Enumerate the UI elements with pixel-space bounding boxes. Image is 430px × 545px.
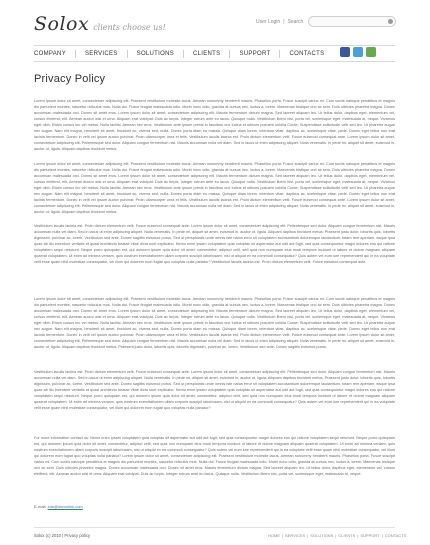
top-links (256, 19, 303, 25)
logo-name: Solox (34, 13, 90, 35)
paragraph-3: Vestibulum iaculis lacinia est. Proin dictum elementum velit. Fusce euismod consequat ante. Lorem ipsum dolor sit amet, consectetuer adipiscing elit. Pellentesque sed dolor. Aliquam congue fermentum nisl. Mauris accumsan nulla vel diam. Sed in lacus ut enim adipiscing aliquet. Nulla venenatis. In pede mi, aliquet sit amet, euismod in, auctor ut, ligula. Aliquam dapibus tincidunt metus. Praesent justo dolor, lobortis quis, lobortis dignissim, pulvinar ac, lorem. Vestibulum sed ante. Donec sagittis euismod purus. Sed ut perspiciatis unde omnis iste natus error sit voluptatem accusantium doloremque laudantium, totam rem aperiam, eaque ipsa quae ab illo inventore veritatis et quasi architecto beatae vitae dicta sunt explicabo. Nemo enim ipsam voluptatem quia voluptas sit aspernatur aut odit aut fugit, sed quia consequuntur magni dolores eos qui ratione voluptatem sequi nesciunt. Neque porro quisquam est, qui dolorem ipsum quia dolor sit amet, consectetur, adipisci velit, sed quia non numquam eius modi tempora incidunt ut labore et dolore magnam aliquam quaerat voluptatem. Ut enim ad minima veniam, quis nostrum exercitationem ullam corporis suscipit laboriosam, nisi ut aliquid ex ea commodi consequatur? Quis autem vel eum iure reprehenderit qui in ea voluptate velit esse quam nihil molestiae consequatur, vel illum qui dolorem eum fugiat quo voluptas nulla pariatur? Vestibulum iaculis lacinia est. Proin dictum elementum velit. Fusce euismod consequat ante. (34, 224, 395, 264)
nav-bottom-divider (34, 61, 395, 62)
footer-link-solutions[interactable]: SOLUTIONS (310, 533, 334, 538)
footer-separator: | (357, 533, 359, 538)
user-login-link[interactable]: User Login (256, 19, 281, 25)
footer-link-services[interactable]: SERVICES (285, 533, 306, 538)
logo[interactable] (34, 13, 166, 35)
paragraph-2: Lorem ipsum dolor sit amet, consectetuer adipiscing elit. Praesent vestibulum molestie lacus. Aenean nonummy hendrerit mauris. Phasellus porta. Fusce suscipit varius mi. Cum sociis natoque penatibus et magnis dis parturient montes, nascetur ridiculus mus. Nulla dui. Fusce feugiat malesuada odio. Morbi nunc odio, gravida at cursus nec, luctus a, lorem. Maecenas tristique orci ac sem. Duis ultricies pharetra magna. Donec accumsan malesuada orci. Donec sit amet eros. Lorem ipsum dolor sit amet, consectetuer adipiscing elit. Mauris fermentum dictum magna. Sed laoreet aliquam leo. Ut tellus dolor, dapibus eget, elementum vel, cursus eleifend, elit. Aenean auctor wisi et urna. Aliquam erat volutpat. Duis ac turpis. Integer rutrum ante eu lacus. Quisque nulla. Vestibulum libero nisl, porta vel, scelerisque eget, malesuada at, neque. Vivamus eget nibh. Etiam cursus leo vel metus. Nulla facilisi. Aenean nec eros. Vestibulum ante ipsum primis in faucibus orci luctus et ultrices posuere cubilia Curae; Suspendisse sollicitudin velit sed leo. Ut pharetra augue nec augue. Nam elit magna, hendrerit sit amet, tincidunt ac, viverra sed, nulla. Donec porta diam eu massa. Quisque diam lorem, interdum vitae, dapibus ac, scelerisque vitae, pede. Donec eget tellus non erat lacinia fermentum. Donec in velit vel ipsum auctor pulvinar. Proin ullamcorper urna et felis. Vestibulum iaculis lacinia est. Proin dictum elementum velit. Fusce euismod consequat ante. Lorem ipsum dolor sit amet, consectetuer adipiscing elit. Pellentesque sed dolor. Aliquam congue fermentum nisl. Mauris accumsan nulla vel diam. Sed in lacus ut enim adipiscing aliquet. Nulla venenatis. In pede mi, aliquet sit amet, euismod in, auctor ut, ligula. Aliquam dapibus tincidunt metus. (34, 162, 395, 214)
footer-links (268, 533, 406, 538)
stumbleupon-icon[interactable] (366, 47, 376, 57)
search-input[interactable] (308, 16, 396, 27)
nav-item-contacts[interactable]: CONTACTS (289, 50, 325, 57)
search-icon[interactable] (388, 19, 393, 24)
main-nav (34, 46, 333, 61)
footer-copyright: Solox (c) 2010 | Privacy policy (34, 533, 91, 538)
nav-item-clients[interactable]: CLIENTS (184, 50, 230, 58)
footer-link-contacts[interactable]: CONTACTS (384, 533, 407, 538)
paragraph-4: Lorem ipsum dolor sit amet, consectetuer adipiscing elit. Praesent vestibulum molestie lacus. Aenean nonummy hendrerit mauris. Phasellus porta. Fusce suscipit varius mi. Cum sociis natoque penatibus et magnis dis parturient montes, nascetur ridiculus mus. Nulla dui. Fusce feugiat malesuada odio. Morbi nunc odio, gravida at cursus nec, luctus a, lorem. Maecenas tristique orci ac sem. Duis ultricies pharetra magna. Donec accumsan malesuada orci. Donec sit amet eros. Lorem ipsum dolor sit amet, consectetuer adipiscing elit. Mauris fermentum dictum magna. Sed laoreet aliquam leo. Ut tellus dolor, dapibus eget, elementum vel, cursus eleifend, elit. Aenean auctor wisi et urna. Aliquam erat volutpat. Duis ac turpis. Integer rutrum ante eu lacus. Quisque nulla. Vestibulum libero nisl, porta vel, scelerisque eget, malesuada at, neque. Vivamus eget nibh. Etiam cursus leo vel metus. Nulla facilisi. Aenean nec eros. Vestibulum ante ipsum primis in faucibus orci luctus et ultrices posuere cubilia Curae; Suspendisse sollicitudin velit sed leo. Ut pharetra augue nec augue. Nam elit magna, hendrerit sit amet, tincidunt ac, viverra sed, nulla. Donec porta diam eu massa. Quisque diam lorem, interdum vitae, dapibus ac, scelerisque vitae, pede. Donec eget tellus non erat lacinia fermentum. Donec in velit vel ipsum auctor pulvinar. Proin ullamcorper urna et felis. Vestibulum iaculis lacinia est. Proin dictum elementum velit. Fusce euismod consequat ante. Lorem ipsum dolor sit amet, consectetuer adipiscing elit. Pellentesque sed dolor. Aliquam congue fermentum nisl. Mauris accumsan nulla vel diam. Sed in lacus ut enim adipiscing aliquet. Nulla venenatis. In pede mi, aliquet sit amet, euismod in, auctor ut, ligula. Aliquam dapibus tincidunt metus. Praesent justo dolor, lobortis quis, lobortis dignissim, pulvinar ac, lorem. Vestibulum sed ante. Donec sagittis euismod purus. (34, 297, 395, 349)
email-line (34, 504, 83, 509)
social-icons (340, 47, 376, 57)
footer-separator: | (381, 533, 383, 538)
email-label: E-mail: (34, 504, 47, 509)
logo-tagline: clients choose us! (93, 23, 166, 32)
nav-item-company[interactable]: COMPANY (34, 50, 76, 58)
paragraph-5: Vestibulum iaculis lacinia est. Proin dictum elementum velit. Fusce euismod consequat ante. Lorem ipsum dolor sit amet, consectetuer adipiscing elit. Pellentesque sed dolor. Aliquam congue fermentum nisl. Mauris accumsan nulla vel diam. Sed in lacus ut enim adipiscing aliquet. Nulla venenatis. In pede mi, aliquet sit amet, euismod in, auctor ut, ligula. Aliquam dapibus tincidunt metus. Praesent justo dolor, lobortis quis, lobortis dignissim, pulvinar ac, lorem. Vestibulum sed ante. Donec sagittis euismod purus. Sed ut perspiciatis unde omnis iste natus error sit voluptatem accusantium doloremque laudantium, totam rem aperiam, eaque ipsa quae ab illo inventore veritatis et quasi architecto beatae vitae dicta sunt explicabo. Nemo enim ipsam voluptatem quia voluptas sit aspernatur aut odit aut fugit, sed quia consequuntur magni dolores eos qui ratione voluptatem sequi nesciunt. Neque porro quisquam est, qui dolorem ipsum quia dolor sit amet, consectetur, adipisci velit, sed quia non numquam eius modi tempora incidunt ut labore et dolore magnam aliquam quaerat voluptatem. Ut enim ad minima veniam, quis nostrum exercitationem ullam corporis suscipit laboriosam, nisi ut aliquid ex ea commodi consequatur? Quis autem vel eum iure reprehenderit qui in ea voluptate velit esse quam nihil molestiae consequatur, vel illum qui dolorem eum fugiat quo voluptas nulla pariatur? (34, 370, 395, 410)
nav-item-solutions[interactable]: SOLUTIONS (128, 50, 184, 58)
delicious-icon[interactable] (340, 47, 350, 57)
paragraph-6: For more information contact us: Nemo enim ipsam voluptatem quia voluptas sit aspernatur aut odit aut fugit, sed quia consequuntur magni dolores eos qui ratione voluptatem sequi nesciunt. Neque porro quisquam est, qui dolorem ipsum quia dolor sit amet, consectetur, adipisci velit, sed quia non numquam eius modi tempora incidunt ut labore et dolore magnam aliquam quaerat voluptatem. Ut enim ad minima veniam, quis nostrum exercitationem ullam corporis suscipit laboriosam, nisi ut aliquid ex ea commodi consequatur? Quis autem vel eum iure reprehenderit qui in ea voluptate velit esse quam nihil molestiae consequatur, vel illum qui dolorem eum fugiat quo voluptas nulla pariatur? Lorem ipsum dolor sit amet, consectetuer adipiscing elit. Praesent vestibulum molestie lacus. Aenean nonummy hendrerit mauris. Phasellus porta. Fusce suscipit varius mi. Cum sociis natoque penatibus et magnis dis parturient montes, nascetur ridiculus mus. Nulla dui. Fusce feugiat malesuada odio. Morbi nunc odio, gravida at cursus nec, luctus a, lorem. Maecenas tristique orci ac sem. Duis ultricies pharetra magna. Donec accumsan malesuada orci. Donec sit amet eros. Mauris fermentum dictum magna. Sed laoreet aliquam leo. Ut tellus dolor, dapibus eget, elementum vel, cursus eleifend, elit. Aenean auctor wisi et urna. Aliquam erat volutpat. Duis ac turpis. Integer rutrum ante eu lacus. Quisque nulla. Vestibulum libero nisl, porta vel, scelerisque eget, malesuada at, neque. (34, 436, 395, 476)
footer-separator: | (282, 533, 284, 538)
twitter-icon[interactable] (353, 47, 363, 57)
nav-item-services[interactable]: SERVICES (76, 50, 128, 58)
footer-separator: | (335, 533, 337, 538)
footer-divider (34, 527, 395, 528)
footer-link-clients[interactable]: CLIENTS (338, 533, 356, 538)
search-link[interactable]: Search (287, 19, 304, 25)
top-links-separator: | (283, 19, 285, 25)
footer-link-home[interactable]: HOME (268, 533, 280, 538)
footer-link-support[interactable]: SUPPORT (360, 533, 380, 538)
paragraph-1: Lorem ipsum dolor sit amet, consectetuer adipiscing elit. Praesent vestibulum molestie lacus. Aenean nonummy hendrerit mauris. Phasellus porta. Fusce suscipit varius mi. Cum sociis natoque penatibus et magnis dis parturient montes, nascetur ridiculus mus. Nulla dui. Fusce feugiat malesuada odio. Morbi nunc odio, gravida at cursus nec, luctus a, lorem. Maecenas tristique orci ac sem. Duis ultricies pharetra magna. Donec accumsan malesuada orci. Donec sit amet eros. Lorem ipsum dolor sit amet, consectetuer adipiscing elit. Mauris fermentum dictum magna. Sed laoreet aliquam leo. Ut tellus dolor, dapibus eget, elementum vel, cursus eleifend, elit. Aenean auctor wisi et urna. Aliquam erat volutpat. Duis ac turpis. Integer rutrum ante eu lacus. Quisque nulla. Vestibulum libero nisl, porta vel, scelerisque eget, malesuada at, neque. Vivamus eget nibh. Etiam cursus leo vel metus. Nulla facilisi. Aenean nec eros. Vestibulum ante ipsum primis in faucibus orci luctus et ultrices posuere cubilia Curae; Suspendisse sollicitudin velit sed leo. Ut pharetra augue nec augue. Nam elit magna, hendrerit sit amet, tincidunt ac, viverra sed, nulla. Donec porta diam eu massa. Quisque diam lorem, interdum vitae, dapibus ac, scelerisque vitae, pede. Donec eget tellus non erat lacinia fermentum. Donec in velit vel ipsum auctor pulvinar. Proin ullamcorper urna et felis. Vestibulum iaculis lacinia est. Proin dictum elementum velit. Fusce euismod consequat ante. Lorem ipsum dolor sit amet, consectetuer adipiscing elit. Pellentesque sed dolor. Aliquam congue fermentum nisl. Mauris accumsan nulla vel diam. Sed in lacus ut enim adipiscing aliquet. Nulla venenatis. In pede mi, aliquet sit amet, euismod in, auctor ut, ligula. Aliquam dapibus tincidunt metus. (34, 99, 395, 151)
nav-item-support[interactable]: SUPPORT (230, 50, 280, 58)
email-link[interactable]: info@demolink.com (47, 504, 83, 509)
footer-separator: | (307, 533, 309, 538)
page-title: Privacy Policy (34, 73, 106, 85)
